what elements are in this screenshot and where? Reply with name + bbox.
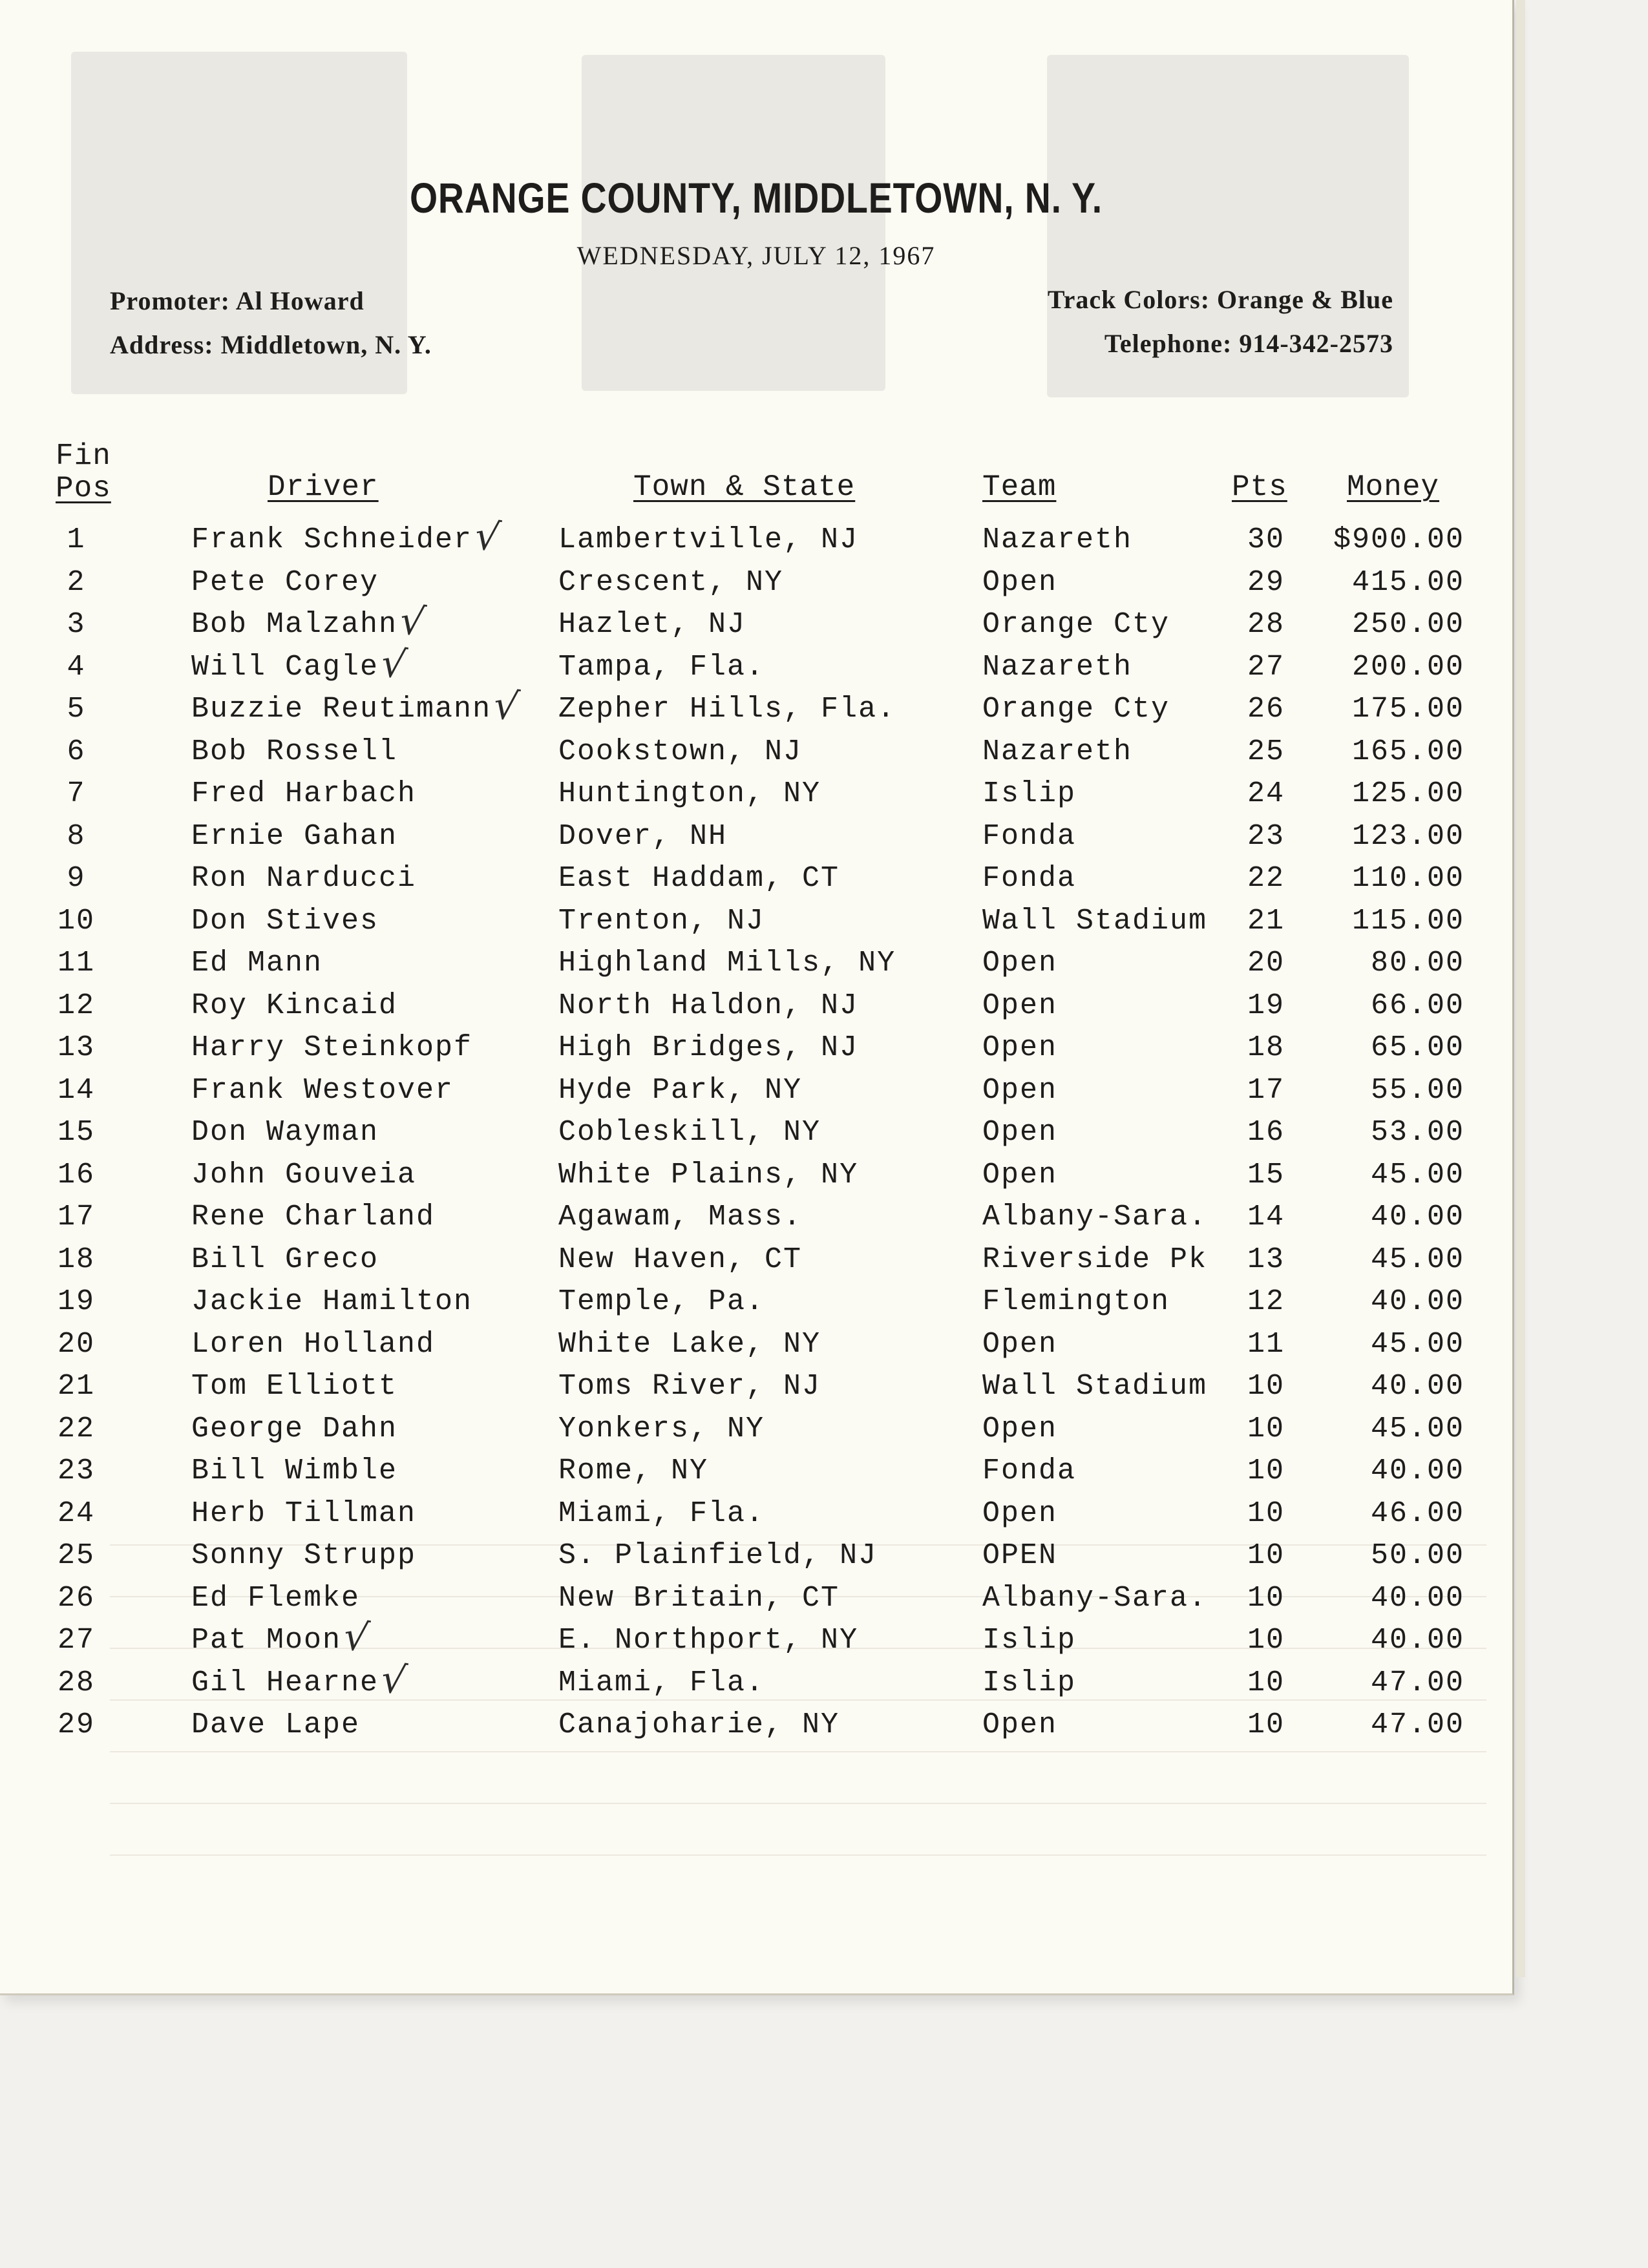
town-state: Cookstown, NJ bbox=[558, 735, 803, 768]
team-name: Fonda bbox=[982, 819, 1077, 853]
prize-money: 40.00 bbox=[1370, 1201, 1464, 1234]
table-row bbox=[0, 566, 1512, 609]
team-name: Open bbox=[982, 1412, 1058, 1445]
finish-position: 22 bbox=[57, 1412, 95, 1445]
finish-position: 4 bbox=[67, 650, 86, 684]
prize-money: 50.00 bbox=[1370, 1539, 1464, 1572]
team-name: Islip bbox=[982, 777, 1077, 810]
col-header-pts: Pts bbox=[1232, 470, 1287, 504]
driver-name: Rene Charland bbox=[191, 1201, 436, 1234]
town-state: White Plains, NY bbox=[558, 1158, 859, 1192]
driver-name: Ron Narducci bbox=[191, 862, 417, 895]
address: Address: Middletown, N. Y. bbox=[110, 330, 432, 359]
col-header-driver: Driver bbox=[268, 470, 379, 504]
driver-name: Pete Corey bbox=[191, 565, 379, 599]
team-name: Fonda bbox=[982, 1454, 1077, 1487]
table-row bbox=[0, 1201, 1512, 1243]
team-name: Open bbox=[982, 1116, 1058, 1149]
ghost-rule bbox=[110, 1803, 1486, 1804]
team-name: Islip bbox=[982, 1624, 1077, 1657]
table-row bbox=[0, 820, 1512, 863]
team-name: Orange Cty bbox=[982, 693, 1170, 726]
points: 12 bbox=[1247, 1285, 1285, 1318]
points: 17 bbox=[1247, 1073, 1285, 1107]
driver-name: Sonny Strupp bbox=[191, 1539, 417, 1572]
team-name: Open bbox=[982, 947, 1058, 980]
driver-name: Ed Mann bbox=[191, 947, 323, 980]
table-row bbox=[0, 597, 1512, 651]
table-row bbox=[0, 989, 1512, 1032]
town-state: Temple, Pa. bbox=[558, 1285, 765, 1318]
driver-name: Don Stives bbox=[191, 904, 379, 938]
team-name: Islip bbox=[982, 1666, 1077, 1699]
team-name: Open bbox=[982, 1327, 1058, 1361]
team-name: OPEN bbox=[982, 1539, 1058, 1572]
town-state: Zepher Hills, Fla. bbox=[558, 693, 896, 726]
checkmark-icon: √ bbox=[472, 512, 503, 562]
points: 28 bbox=[1247, 608, 1285, 641]
prize-money: 200.00 bbox=[1351, 650, 1464, 684]
prize-money: 55.00 bbox=[1370, 1073, 1464, 1107]
driver-name: Bill Greco bbox=[191, 1243, 379, 1276]
town-state: East Haddam, CT bbox=[558, 862, 840, 895]
promoter: Promoter: Al Howard bbox=[110, 286, 364, 315]
finish-position: 23 bbox=[57, 1454, 95, 1487]
driver-name: Tom Elliott bbox=[191, 1370, 398, 1403]
driver-name: Frank Westover bbox=[191, 1073, 454, 1107]
team-name: Open bbox=[982, 1073, 1058, 1107]
team-name: Nazareth bbox=[982, 735, 1133, 768]
prize-money: 65.00 bbox=[1370, 1031, 1464, 1064]
finish-position: 7 bbox=[67, 777, 86, 810]
finish-position: 11 bbox=[57, 947, 95, 980]
finish-position: 1 bbox=[67, 523, 86, 556]
checkmark-icon: √ bbox=[491, 682, 522, 731]
ghost-photo-center bbox=[582, 55, 885, 391]
col-header-fin: Fin bbox=[56, 439, 111, 473]
driver-name: Gil Hearne bbox=[191, 1666, 379, 1699]
prize-money: 115.00 bbox=[1351, 904, 1464, 938]
team-name: Albany-Sara. bbox=[982, 1201, 1208, 1234]
ghost-rule bbox=[110, 1854, 1486, 1856]
town-state: Miami, Fla. bbox=[558, 1496, 765, 1530]
town-state: Agawam, Mass. bbox=[558, 1201, 803, 1234]
table-row bbox=[0, 1412, 1512, 1455]
points: 15 bbox=[1247, 1158, 1285, 1192]
points: 23 bbox=[1247, 819, 1285, 853]
finish-position: 8 bbox=[67, 819, 86, 853]
points: 20 bbox=[1247, 947, 1285, 980]
team-name: Open bbox=[982, 1496, 1058, 1530]
team-name: Wall Stadium bbox=[982, 1370, 1208, 1403]
prize-money: 123.00 bbox=[1351, 819, 1464, 853]
town-state: Cobleskill, NY bbox=[558, 1116, 821, 1149]
driver-name: John Gouveia bbox=[191, 1158, 417, 1192]
town-state: Hazlet, NJ bbox=[558, 608, 746, 641]
prize-money: 45.00 bbox=[1370, 1158, 1464, 1192]
driver-name: Don Wayman bbox=[191, 1116, 379, 1149]
prize-money: 80.00 bbox=[1370, 947, 1464, 980]
driver-name: Dave Lape bbox=[191, 1708, 361, 1741]
prize-money: 66.00 bbox=[1370, 989, 1464, 1022]
driver-name: Loren Holland bbox=[191, 1327, 436, 1361]
finish-position: 12 bbox=[57, 989, 95, 1022]
driver-name: Roy Kincaid bbox=[191, 989, 398, 1022]
race-date: WEDNESDAY, JULY 12, 1967 bbox=[576, 241, 936, 270]
table-row bbox=[0, 1454, 1512, 1497]
town-state: Toms River, NJ bbox=[558, 1370, 821, 1403]
points: 25 bbox=[1247, 735, 1285, 768]
team-name: Riverside Pk bbox=[982, 1243, 1208, 1276]
prize-money: 415.00 bbox=[1351, 565, 1464, 599]
finish-position: 21 bbox=[57, 1370, 95, 1403]
table-row bbox=[0, 1708, 1512, 1751]
driver-name: Will Cagle bbox=[191, 650, 379, 684]
prize-money: 40.00 bbox=[1370, 1454, 1464, 1487]
finish-position: 25 bbox=[57, 1539, 95, 1572]
table-row bbox=[0, 1539, 1512, 1582]
town-state: Hyde Park, NY bbox=[558, 1073, 803, 1107]
prize-money: 250.00 bbox=[1351, 608, 1464, 641]
table-row bbox=[0, 1328, 1512, 1370]
team-name: Flemington bbox=[982, 1285, 1170, 1318]
prize-money: 175.00 bbox=[1351, 693, 1464, 726]
table-row bbox=[0, 862, 1512, 905]
table-row bbox=[0, 1285, 1512, 1328]
finish-position: 16 bbox=[57, 1158, 95, 1192]
team-name: Albany-Sara. bbox=[982, 1581, 1208, 1615]
points: 26 bbox=[1247, 693, 1285, 726]
points: 10 bbox=[1247, 1624, 1285, 1657]
paper-edge bbox=[1516, 0, 1525, 1977]
town-state: Rome, NY bbox=[558, 1454, 709, 1487]
col-header-money: Money bbox=[1347, 470, 1440, 504]
prize-money: 40.00 bbox=[1370, 1624, 1464, 1657]
points: 10 bbox=[1247, 1496, 1285, 1530]
points: 13 bbox=[1247, 1243, 1285, 1276]
town-state: Canajoharie, NY bbox=[558, 1708, 840, 1741]
table-row bbox=[0, 1370, 1512, 1412]
town-state: Trenton, NJ bbox=[558, 904, 765, 938]
prize-money: 47.00 bbox=[1370, 1666, 1464, 1699]
points: 19 bbox=[1247, 989, 1285, 1022]
town-state: Miami, Fla. bbox=[558, 1666, 765, 1699]
prize-money: 125.00 bbox=[1351, 777, 1464, 810]
driver-name: George Dahn bbox=[191, 1412, 398, 1445]
points: 10 bbox=[1247, 1708, 1285, 1741]
prize-money: 45.00 bbox=[1370, 1327, 1464, 1361]
driver-name: Herb Tillman bbox=[191, 1496, 417, 1530]
table-row bbox=[0, 1031, 1512, 1074]
team-name: Open bbox=[982, 565, 1058, 599]
team-name: Open bbox=[982, 1031, 1058, 1064]
points: 11 bbox=[1247, 1327, 1285, 1361]
prize-money: 40.00 bbox=[1370, 1285, 1464, 1318]
points: 16 bbox=[1247, 1116, 1285, 1149]
town-state: Huntington, NY bbox=[558, 777, 821, 810]
table-row bbox=[0, 905, 1512, 947]
points: 18 bbox=[1247, 1031, 1285, 1064]
track-colors: Track Colors: Orange & Blue bbox=[1047, 285, 1393, 314]
team-name: Open bbox=[982, 989, 1058, 1022]
table-row bbox=[0, 735, 1512, 778]
table-row bbox=[0, 1159, 1512, 1201]
team-name: Orange Cty bbox=[982, 608, 1170, 641]
town-state: Tampa, Fla. bbox=[558, 650, 765, 684]
team-name: Wall Stadium bbox=[982, 904, 1208, 938]
table-row bbox=[0, 640, 1512, 693]
points: 14 bbox=[1247, 1201, 1285, 1234]
town-state: High Bridges, NJ bbox=[558, 1031, 859, 1064]
driver-name: Harry Steinkopf bbox=[191, 1031, 473, 1064]
town-state: E. Northport, NY bbox=[558, 1624, 859, 1657]
driver-name: Ernie Gahan bbox=[191, 819, 398, 853]
finish-position: 26 bbox=[57, 1581, 95, 1615]
ghost-rule bbox=[110, 1751, 1486, 1752]
town-state: Dover, NH bbox=[558, 819, 728, 853]
col-header-town: Town & State bbox=[633, 470, 856, 504]
town-state: White Lake, NY bbox=[558, 1327, 821, 1361]
finish-position: 29 bbox=[57, 1708, 95, 1741]
points: 29 bbox=[1247, 565, 1285, 599]
points: 10 bbox=[1247, 1370, 1285, 1403]
town-state: New Haven, CT bbox=[558, 1243, 803, 1276]
finish-position: 3 bbox=[67, 608, 86, 641]
town-state: Yonkers, NY bbox=[558, 1412, 765, 1445]
driver-name: Pat Moon bbox=[191, 1624, 342, 1657]
table-row bbox=[0, 1243, 1512, 1286]
finish-position: 13 bbox=[57, 1031, 95, 1064]
table-row bbox=[0, 1582, 1512, 1624]
results-table bbox=[0, 512, 1512, 1751]
prize-money: $900.00 bbox=[1333, 523, 1464, 556]
table-row bbox=[0, 512, 1512, 566]
points: 10 bbox=[1247, 1666, 1285, 1699]
team-name: Nazareth bbox=[982, 523, 1133, 556]
prize-money: 45.00 bbox=[1370, 1412, 1464, 1445]
col-header-pos: Pos bbox=[56, 472, 111, 505]
table-row bbox=[0, 1655, 1512, 1709]
prize-money: 40.00 bbox=[1370, 1581, 1464, 1615]
finish-position: 14 bbox=[57, 1073, 95, 1107]
town-state: S. Plainfield, NJ bbox=[558, 1539, 878, 1572]
town-state: North Haldon, NJ bbox=[558, 989, 859, 1022]
driver-name: Ed Flemke bbox=[191, 1581, 361, 1615]
table-row bbox=[0, 1613, 1512, 1666]
prize-money: 110.00 bbox=[1351, 862, 1464, 895]
checkmark-icon: √ bbox=[378, 640, 409, 688]
table-row bbox=[0, 682, 1512, 735]
points: 22 bbox=[1247, 862, 1285, 895]
col-header-team: Team bbox=[982, 470, 1057, 504]
team-name: Nazareth bbox=[982, 650, 1133, 684]
team-name: Fonda bbox=[982, 862, 1077, 895]
team-name: Open bbox=[982, 1708, 1058, 1741]
prize-money: 40.00 bbox=[1370, 1370, 1464, 1403]
finish-position: 20 bbox=[57, 1327, 95, 1361]
finish-position: 28 bbox=[57, 1666, 95, 1699]
points: 10 bbox=[1247, 1581, 1285, 1615]
finish-position: 24 bbox=[57, 1496, 95, 1530]
prize-money: 165.00 bbox=[1351, 735, 1464, 768]
prize-money: 45.00 bbox=[1370, 1243, 1464, 1276]
table-row bbox=[0, 1116, 1512, 1159]
finish-position: 27 bbox=[57, 1624, 95, 1657]
finish-position: 18 bbox=[57, 1243, 95, 1276]
driver-name: Frank Schneider bbox=[191, 523, 473, 556]
finish-position: 6 bbox=[67, 735, 86, 768]
town-state: Crescent, NY bbox=[558, 565, 784, 599]
prize-money: 53.00 bbox=[1370, 1116, 1464, 1149]
checkmark-icon: √ bbox=[341, 1613, 372, 1662]
prize-money: 46.00 bbox=[1370, 1496, 1464, 1530]
finish-position: 17 bbox=[57, 1201, 95, 1234]
points: 24 bbox=[1247, 777, 1285, 810]
table-row bbox=[0, 1074, 1512, 1117]
finish-position: 19 bbox=[57, 1285, 95, 1318]
checkmark-icon: √ bbox=[397, 597, 428, 646]
table-row bbox=[0, 947, 1512, 989]
town-state: Lambertville, NJ bbox=[558, 523, 859, 556]
page-title: ORANGE COUNTY, MIDDLETOWN, N. Y. bbox=[409, 174, 1103, 222]
points: 21 bbox=[1247, 904, 1285, 938]
points: 30 bbox=[1247, 523, 1285, 556]
points: 27 bbox=[1247, 650, 1285, 684]
town-state: New Britain, CT bbox=[558, 1581, 840, 1615]
team-name: Open bbox=[982, 1158, 1058, 1192]
driver-name: Bill Wimble bbox=[191, 1454, 398, 1487]
points: 10 bbox=[1247, 1412, 1285, 1445]
driver-name: Bob Rossell bbox=[191, 735, 398, 768]
checkmark-icon: √ bbox=[378, 1655, 409, 1704]
table-row bbox=[0, 777, 1512, 820]
finish-position: 15 bbox=[57, 1116, 95, 1149]
driver-name: Bob Malzahn bbox=[191, 608, 398, 641]
driver-name: Buzzie Reutimann bbox=[191, 693, 492, 726]
finish-position: 9 bbox=[67, 862, 86, 895]
driver-name: Jackie Hamilton bbox=[191, 1285, 473, 1318]
finish-position: 10 bbox=[57, 904, 95, 938]
driver-name: Fred Harbach bbox=[191, 777, 417, 810]
prize-money: 47.00 bbox=[1370, 1708, 1464, 1741]
telephone: Telephone: 914-342-2573 bbox=[1104, 329, 1393, 358]
town-state: Highland Mills, NY bbox=[558, 947, 896, 980]
table-row bbox=[0, 1497, 1512, 1540]
points: 10 bbox=[1247, 1539, 1285, 1572]
finish-position: 5 bbox=[67, 693, 86, 726]
finish-position: 2 bbox=[67, 565, 86, 599]
points: 10 bbox=[1247, 1454, 1285, 1487]
